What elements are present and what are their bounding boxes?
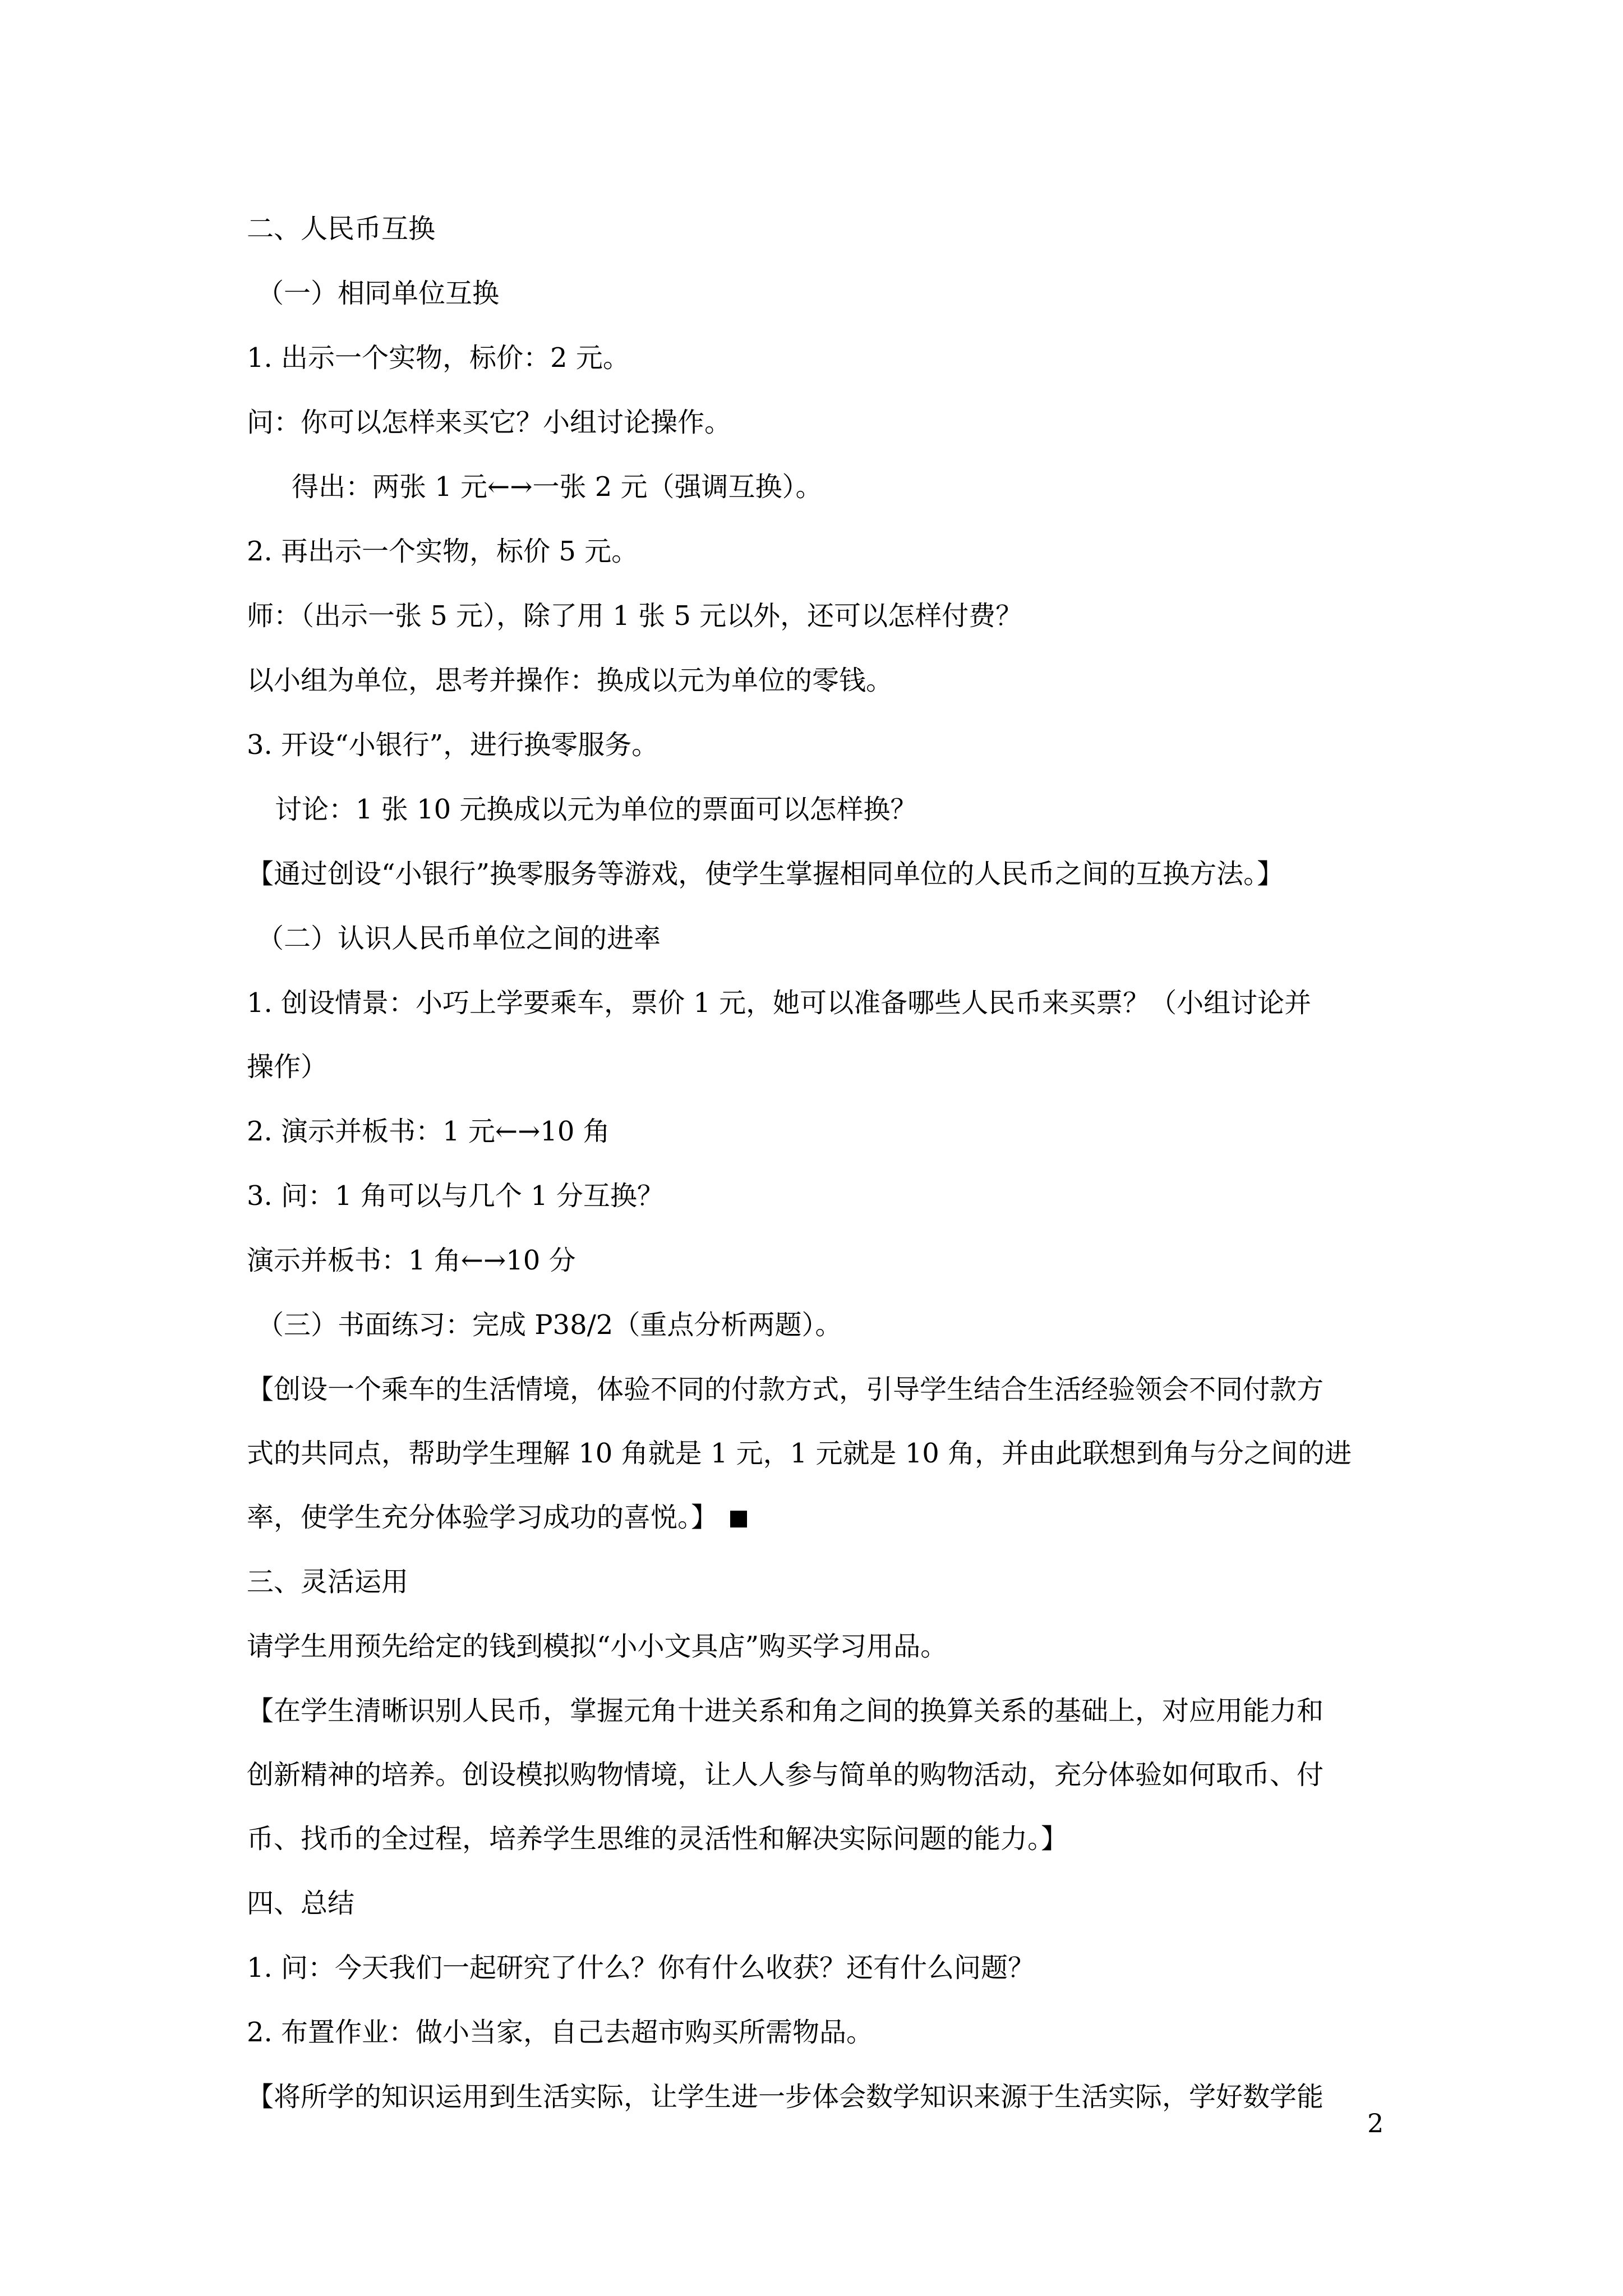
paragraph: 师：（出示一张 5 元），除了用 1 张 5 元以外，还可以怎样付费？ <box>247 600 1023 632</box>
paragraph: 3. 开设“小银行”，进行换零服务。 <box>247 729 659 761</box>
section-heading-4: 四、总结 <box>247 1888 355 1919</box>
paragraph: 3. 问：1 角可以与几个 1 分互换？ <box>247 1180 664 1212</box>
paragraph: 以小组为单位，思考并操作：换成以元为单位的零钱。 <box>247 665 893 696</box>
subsection-heading-2: （二）认识人民币单位之间的进率 <box>257 923 661 954</box>
commentary-paragraph: 创新精神的培养。创设模拟购物情境，让人人参与简单的购物活动，充分体验如何取币、付 <box>247 1759 1324 1791</box>
paragraph: 2. 布置作业：做小当家，自己去超市购买所需物品。 <box>247 2017 874 2048</box>
commentary-paragraph: 【创设一个乘车的生活情境，体验不同的付款方式，引导学生结合生活经验领会不同付款方 <box>247 1374 1324 1405</box>
paragraph: 请学生用预先给定的钱到模拟“小小文具店”购买学习用品。 <box>247 1631 948 1662</box>
section-heading-3: 三、灵活运用 <box>247 1566 409 1598</box>
black-square-icon <box>730 1511 747 1527</box>
commentary-paragraph: 【在学生清晰识别人民币，掌握元角十进关系和角之间的换算关系的基础上，对应用能力和 <box>247 1695 1324 1727</box>
paragraph: 2. 再出示一个实物，标价 5 元。 <box>247 536 639 567</box>
commentary-paragraph <box>247 1502 1385 1533</box>
page-number: 2 <box>1367 2108 1384 2138</box>
document-body <box>247 213 1385 2113</box>
paragraph: 演示并板书：1 角←→10 分 <box>247 1245 576 1276</box>
commentary-paragraph: 式的共同点，帮助学生理解 10 角就是 1 元，1 元就是 10 角，并由此联想到角与分之间的进 <box>247 1438 1352 1469</box>
paragraph: 1. 创设情景：小巧上学要乘车，票价 1 元，她可以准备哪些人民币来买票？（小组讨论并 <box>247 987 1312 1019</box>
paragraph: 得出：两张 1 元←→一张 2 元（强调互换）。 <box>292 471 823 503</box>
paragraph: 讨论：1 张 10 元换成以元为单位的票面可以怎样换？ <box>275 794 917 825</box>
section-heading-2: 二、人民币互换 <box>247 213 436 245</box>
commentary-paragraph: 【通过创设“小银行”换零服务等游戏，使学生掌握相同单位的人民币之间的互换方法。】 <box>247 858 1284 890</box>
paragraph: 操作） <box>247 1051 328 1083</box>
commentary-paragraph: 【将所学的知识运用到生活实际，让学生进一步体会数学知识来源于生活实际，学好数学能 <box>247 2081 1324 2113</box>
paragraph: 1. 问：今天我们一起研究了什么？你有什么收获？还有什么问题？ <box>247 1952 1035 1984</box>
commentary-text: 率，使学生充分体验学习成功的喜悦。】 <box>247 1502 718 1533</box>
commentary-paragraph: 币、找币的全过程，培养学生思维的灵活性和解决实际问题的能力。】 <box>247 1823 1068 1855</box>
paragraph: 2. 演示并板书：1 元←→10 角 <box>247 1116 610 1147</box>
paragraph: 问：你可以怎样来买它？小组讨论操作。 <box>247 407 732 438</box>
subsection-heading-1: （一）相同单位互换 <box>257 278 500 309</box>
paragraph: 1. 出示一个实物，标价：2 元。 <box>247 342 630 374</box>
subsection-heading-3: （三）书面练习：完成 P38/2（重点分析两题）。 <box>257 1309 842 1341</box>
